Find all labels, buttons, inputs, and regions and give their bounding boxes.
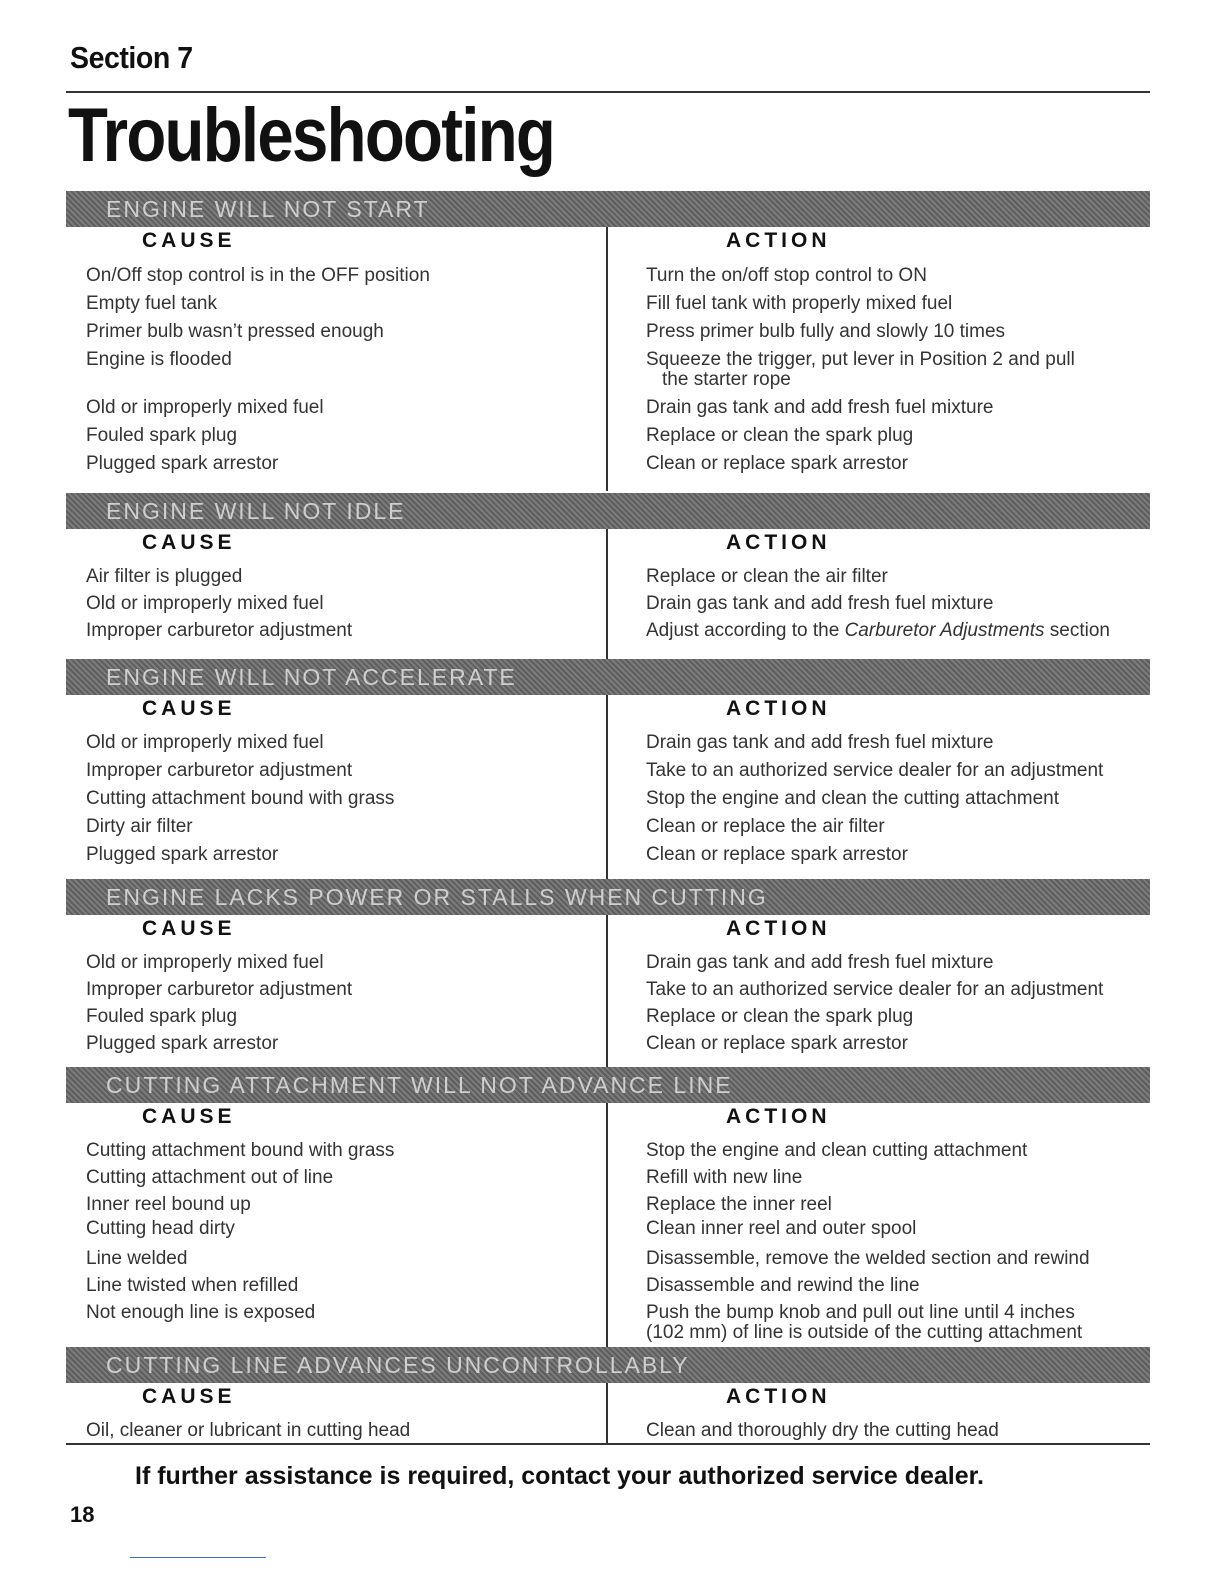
block-heading-bar bbox=[66, 493, 1150, 529]
action-text: Drain gas tank and add fresh fuel mixture bbox=[646, 952, 994, 973]
cause-text: Fouled spark plug bbox=[86, 425, 238, 446]
cause-text: Fouled spark plug bbox=[86, 1006, 238, 1027]
action-text: Push the bump knob and pull out line until 4 inches (102 mm) of line is outside of the cutting attachment bbox=[646, 1302, 1083, 1343]
cause-text: Cutting attachment bound with grass bbox=[86, 1140, 395, 1161]
action-text: Refill with new line bbox=[646, 1167, 803, 1188]
cause-text: Line welded bbox=[86, 1248, 188, 1269]
cause-text: Plugged spark arrestor bbox=[86, 453, 279, 474]
block-heading: CUTTING LINE ADVANCES UNCONTROLLABLY bbox=[106, 1352, 690, 1378]
cause-text: Cutting head dirty bbox=[86, 1218, 235, 1239]
action-text: Disassemble and rewind the line bbox=[646, 1275, 920, 1296]
action-header: ACTION bbox=[726, 697, 831, 720]
cause-text: On/Off stop control is in the OFF position bbox=[86, 265, 430, 286]
action-text: Drain gas tank and add fresh fuel mixture bbox=[646, 397, 994, 418]
cause-text: Old or improperly mixed fuel bbox=[86, 952, 324, 973]
action-text: Take to an authorized service dealer for an adjustment bbox=[646, 760, 1104, 781]
bottom-underline bbox=[130, 1557, 266, 1558]
column-divider bbox=[606, 1103, 608, 1367]
block-columns bbox=[66, 227, 1150, 491]
block-heading-bar bbox=[66, 1067, 1150, 1103]
block-heading: CUTTING ATTACHMENT WILL NOT ADVANCE LINE bbox=[106, 1072, 733, 1098]
action-text: Clean or replace the air filter bbox=[646, 816, 885, 837]
cause-text: Oil, cleaner or lubricant in cutting head bbox=[86, 1420, 411, 1441]
action-text: Replace the inner reel bbox=[646, 1194, 832, 1215]
action-text: Clean or replace spark arrestor bbox=[646, 844, 908, 865]
page-title: Troubleshooting bbox=[68, 93, 555, 178]
column-divider bbox=[606, 695, 608, 879]
action-text: Disassemble, remove the welded section and rewind bbox=[646, 1248, 1090, 1269]
cause-text: Old or improperly mixed fuel bbox=[86, 732, 324, 753]
cause-header: CAUSE bbox=[142, 697, 236, 720]
action-text: Clean and thoroughly dry the cutting head bbox=[646, 1420, 999, 1441]
cause-text: Plugged spark arrestor bbox=[86, 844, 279, 865]
block-columns bbox=[66, 1383, 1150, 1443]
cause-header: CAUSE bbox=[142, 229, 236, 252]
cause-text: Cutting attachment out of line bbox=[86, 1167, 334, 1188]
action-header: ACTION bbox=[726, 1105, 831, 1128]
column-divider bbox=[606, 529, 608, 659]
block-heading-bar bbox=[66, 1347, 1150, 1383]
cause-text: Dirty air filter bbox=[86, 816, 193, 837]
cause-text: Line twisted when refilled bbox=[86, 1275, 299, 1296]
cause-text: Improper carburetor adjustment bbox=[86, 979, 353, 1000]
action-text: Replace or clean the spark plug bbox=[646, 425, 914, 446]
action-text: Squeeze the trigger, put lever in Position 2 and pull the starter rope bbox=[646, 349, 1075, 390]
cause-text: Old or improperly mixed fuel bbox=[86, 397, 324, 418]
trouble-block bbox=[66, 1067, 1150, 1367]
action-text: Turn the on/off stop control to ON bbox=[646, 265, 927, 286]
action-text: Clean or replace spark arrestor bbox=[646, 453, 908, 474]
column-divider bbox=[606, 1383, 608, 1443]
column-divider bbox=[606, 227, 608, 491]
trouble-block bbox=[66, 191, 1150, 491]
cause-header: CAUSE bbox=[142, 917, 236, 940]
block-columns bbox=[66, 529, 1150, 659]
action-text: Fill fuel tank with properly mixed fuel bbox=[646, 293, 953, 314]
action-header: ACTION bbox=[726, 229, 831, 252]
cause-text: Empty fuel tank bbox=[86, 293, 217, 314]
cause-text: Engine is flooded bbox=[86, 349, 232, 370]
cause-text: Inner reel bound up bbox=[86, 1194, 251, 1215]
cause-text: Improper carburetor adjustment bbox=[86, 620, 353, 641]
trouble-block bbox=[66, 879, 1150, 1067]
cause-header: CAUSE bbox=[142, 531, 236, 554]
trouble-block bbox=[66, 1347, 1150, 1443]
action-header: ACTION bbox=[726, 531, 831, 554]
block-heading: ENGINE WILL NOT START bbox=[106, 196, 430, 222]
trouble-block bbox=[66, 493, 1150, 659]
cause-text: Air filter is plugged bbox=[86, 566, 243, 587]
column-divider bbox=[606, 915, 608, 1067]
block-heading-bar bbox=[66, 879, 1150, 915]
block-columns bbox=[66, 695, 1150, 879]
action-text: Clean or replace spark arrestor bbox=[646, 1033, 908, 1054]
page-number: 18 bbox=[70, 1502, 95, 1527]
action-text: Stop the engine and clean the cutting attachment bbox=[646, 788, 1060, 809]
block-columns bbox=[66, 1103, 1150, 1367]
block-columns bbox=[66, 915, 1150, 1067]
assistance-note: If further assistance is required, contact your authorized service dealer. bbox=[135, 1462, 984, 1490]
cause-text: Plugged spark arrestor bbox=[86, 1033, 279, 1054]
cause-text: Old or improperly mixed fuel bbox=[86, 593, 324, 614]
action-text: Replace or clean the spark plug bbox=[646, 1006, 914, 1027]
action-text: Clean inner reel and outer spool bbox=[646, 1218, 917, 1239]
cause-text: Cutting attachment bound with grass bbox=[86, 788, 395, 809]
action-header: ACTION bbox=[726, 1385, 831, 1408]
block-heading-bar bbox=[66, 191, 1150, 227]
cause-text: Primer bulb wasn’t pressed enough bbox=[86, 321, 384, 342]
block-heading: ENGINE WILL NOT ACCELERATE bbox=[106, 664, 517, 690]
block-heading-bar bbox=[66, 659, 1150, 695]
cause-header: CAUSE bbox=[142, 1385, 236, 1408]
action-text: Drain gas tank and add fresh fuel mixture bbox=[646, 732, 994, 753]
cause-header: CAUSE bbox=[142, 1105, 236, 1128]
action-text: Adjust according to the Carburetor Adjustments section bbox=[646, 620, 1110, 641]
cause-text: Not enough line is exposed bbox=[86, 1302, 316, 1323]
action-text: Drain gas tank and add fresh fuel mixture bbox=[646, 593, 994, 614]
action-text: Stop the engine and clean cutting attachment bbox=[646, 1140, 1028, 1161]
action-text: Replace or clean the air filter bbox=[646, 566, 888, 587]
section-label: Section 7 bbox=[70, 40, 193, 75]
action-text: Take to an authorized service dealer for an adjustment bbox=[646, 979, 1104, 1000]
action-header: ACTION bbox=[726, 917, 831, 940]
block-heading: ENGINE LACKS POWER OR STALLS WHEN CUTTING bbox=[106, 884, 768, 910]
block-heading: ENGINE WILL NOT IDLE bbox=[106, 498, 406, 524]
trouble-block bbox=[66, 659, 1150, 879]
cause-text: Improper carburetor adjustment bbox=[86, 760, 353, 781]
action-text: Press primer bulb fully and slowly 10 times bbox=[646, 321, 1006, 342]
table-bottom-rule bbox=[66, 1443, 1150, 1445]
